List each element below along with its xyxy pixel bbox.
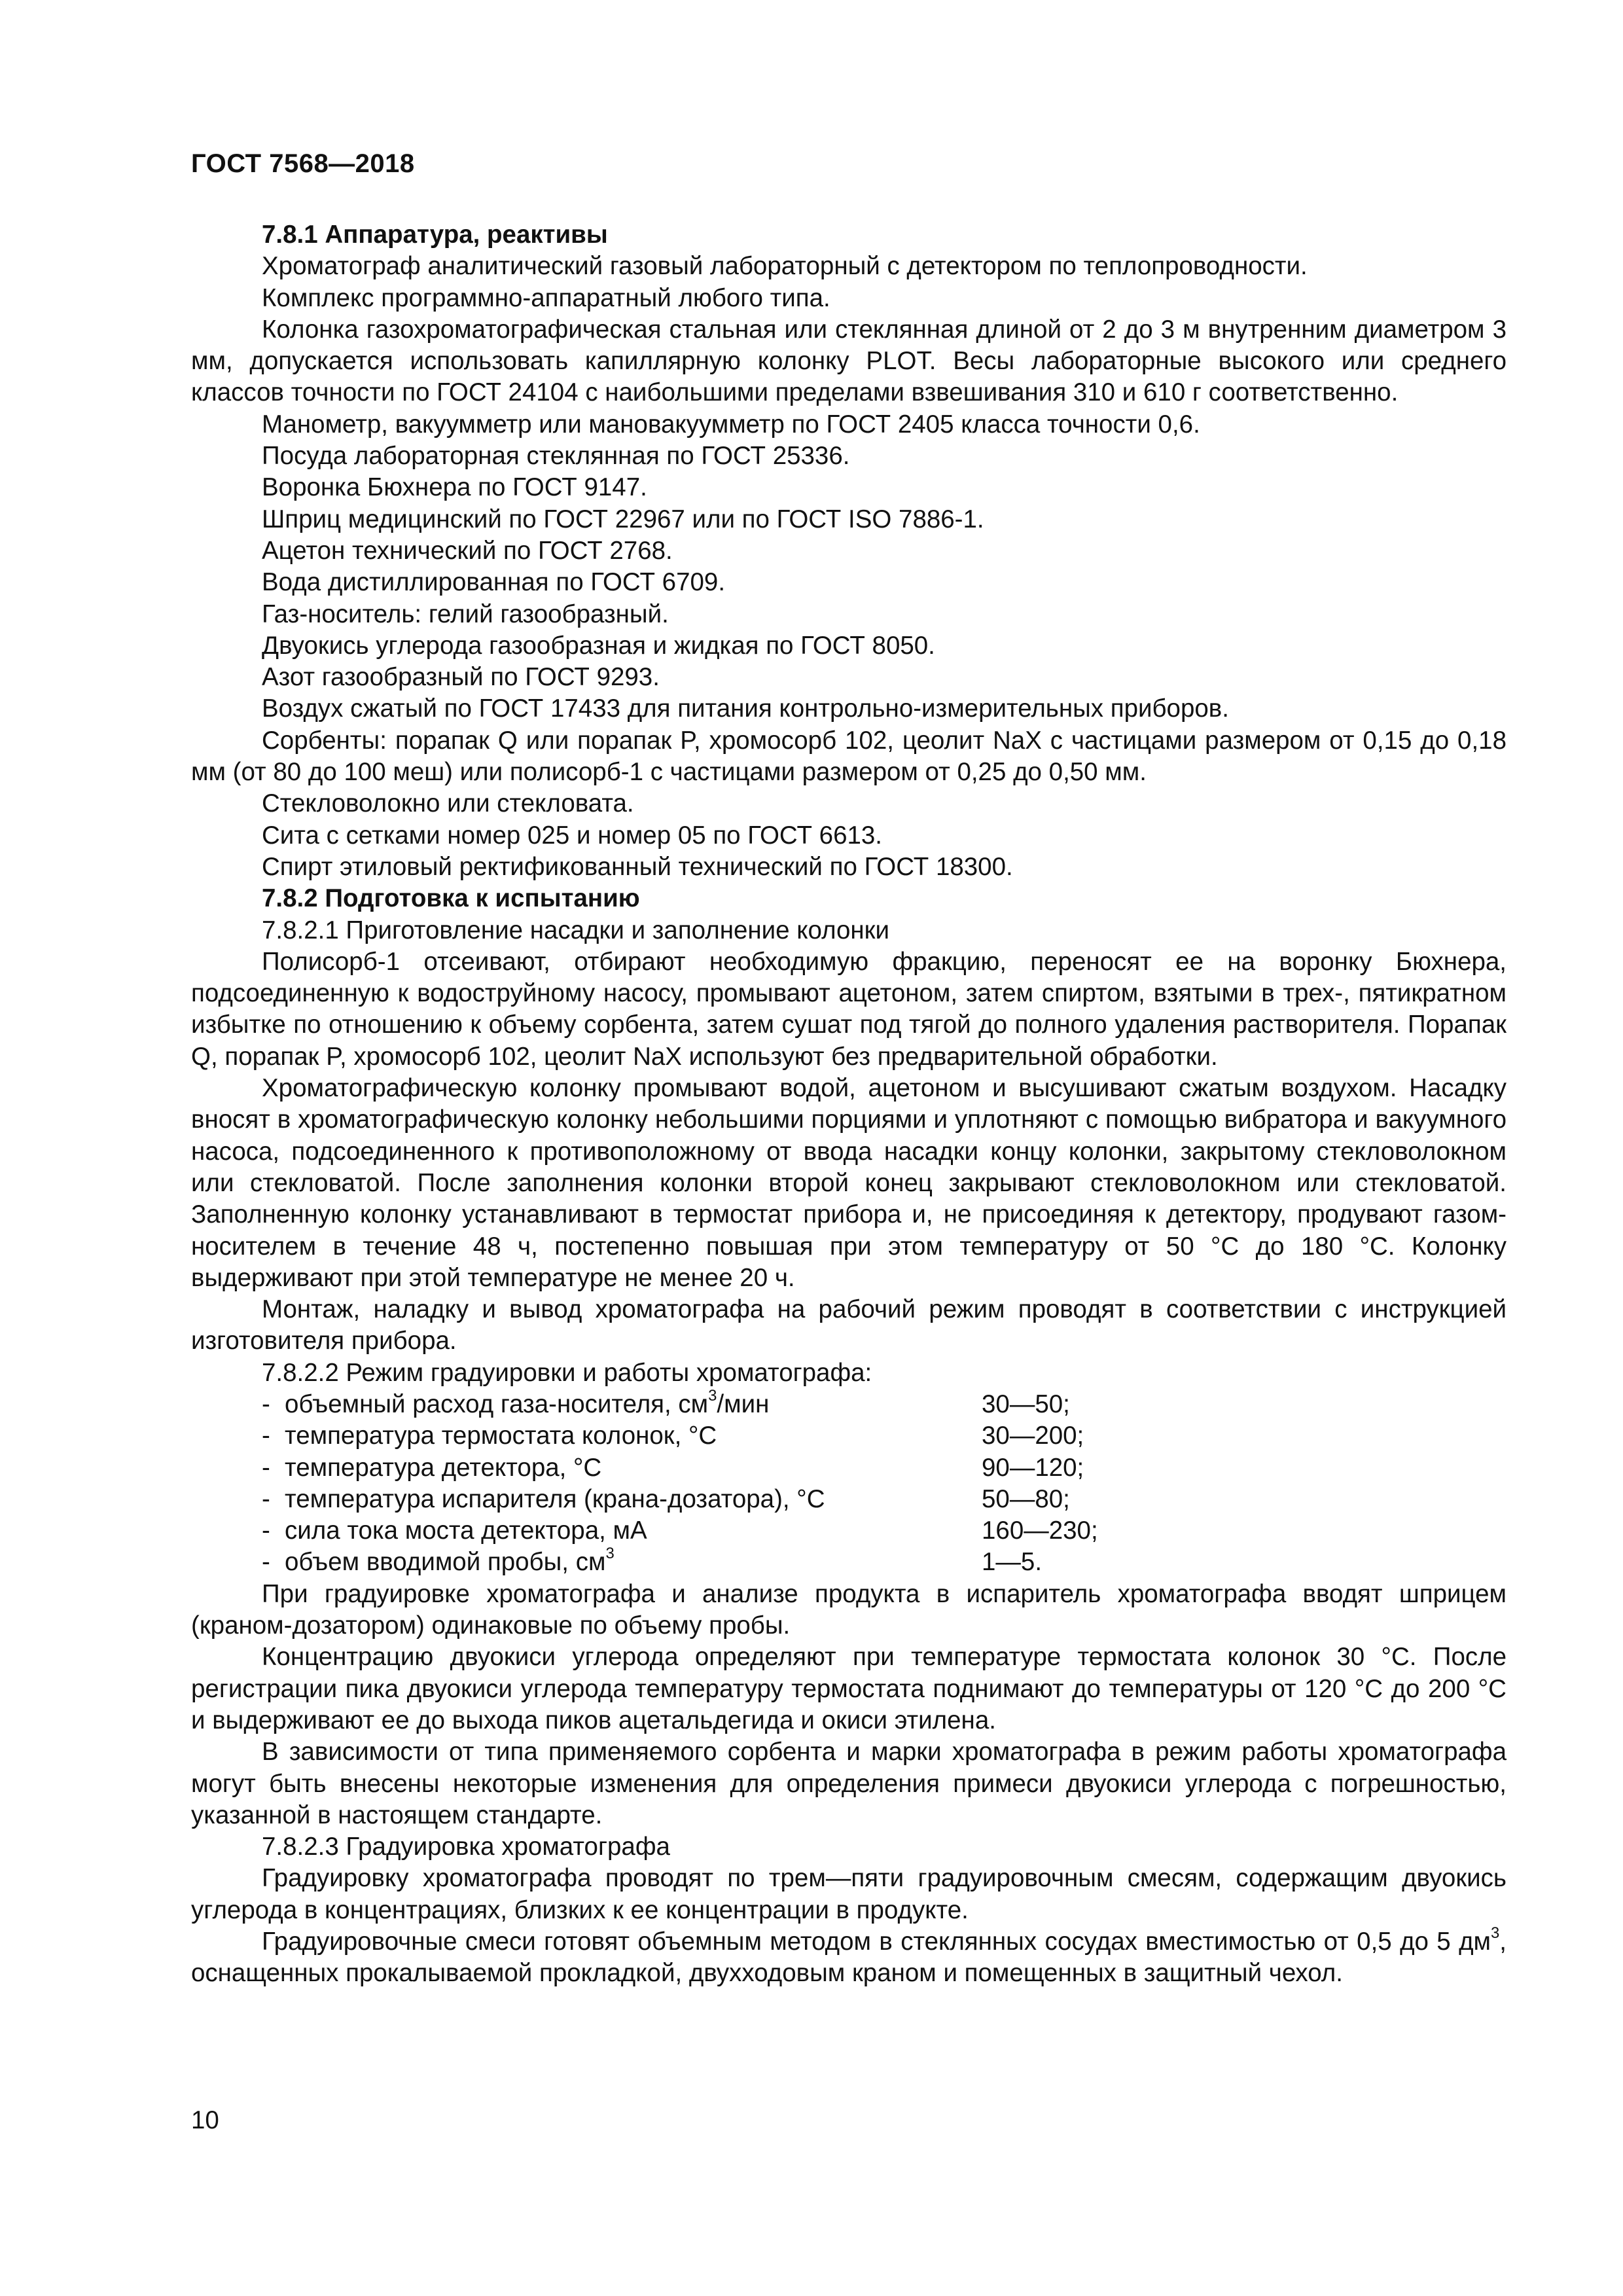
equipment-item: Хроматограф аналитический газовый лабораторный с детектором по теплопроводности.	[262, 252, 1308, 281]
equipment-item: Шприц медицинский по ГОСТ 22967 или по ГОСТ ISO 7886-1.	[262, 505, 984, 533]
body-paragraph: Полисорб-1 отсеивают, отбирают необходимую фракцию, переносят ее на воронку Бюхнера, подсоединенную к водоструйному насосу, промывают ацетоном, затем спиртом, взятыми в трех-, пятикратном избытке по отношению к объему сорбента, затем сушат под тягой до полного удаления растворителя. Порапак Q, порапак P, хромосорб 102, цеолит NaX используют без предварительной обработки.	[191, 947, 1507, 1071]
mode-list-row	[191, 1515, 1507, 1547]
subsection-title-7-8-2-1: 7.8.2.1 Приготовление насадки и заполнение колонки	[262, 916, 890, 944]
body-paragraph: Градуировку хроматографа проводят по трем—пяти градуировочным смесям, содержащим двуокись углерода в концентрациях, близких к ее концентрации в продукте.	[191, 1864, 1507, 1924]
equipment-item: Манометр, вакуумметр или мановакуумметр по ГОСТ 2405 класса точности 0,6.	[262, 410, 1200, 439]
equipment-item: Комплекс программно-аппаратный любого типа.	[262, 283, 830, 312]
equipment-item: Стекловолокно или стекловата.	[262, 789, 634, 818]
equipment-item: Ацетон технический по ГОСТ 2768.	[262, 536, 673, 565]
mode-parameter-value: 30—200;	[982, 1422, 1084, 1450]
section-heading-7-8-2: 7.8.2 Подготовка к испытанию	[262, 884, 640, 913]
mode-list-row	[191, 1452, 1507, 1484]
mode-parameter-label: объемный расход газа-носителя, $см^3$/мин	[285, 1387, 770, 1418]
body-paragraph: Хроматографическую колонку промывают водой, ацетоном и высушивают сжатым воздухом. Насадку вносят в хроматографическую колонку небольшими порциями и уплотняют с помощью вибратора и вакуумного насоса, подсоединенного к противоположному от ввода насадки концу колонки, закрытому стекловолокном или стекловатой. После заполнения колонки второй конец закрывают стекловолокном или стекловатой. Заполненную колонку устанавливают в термостат прибора и, не присоединяя к детектору, продувают газом-носителем в течение 48 ч, постепенно повышая при этом температуру от 50 °С до 180 °С. Колонку выдерживают при этой температуре не менее 20 ч.	[191, 1074, 1507, 1292]
mode-parameter-value: 50—80;	[982, 1484, 1070, 1513]
body-paragraph: Градуировочные смеси готовят объемным методом в стеклянных сосудах вместимостью от 0,5 до 5 $дм^3$, оснащенных прокалываемой прокладкой, двухходовым краном и помещенных в защитный чехол.	[191, 1924, 1507, 1988]
equipment-item: Газ-носитель: гелий газообразный.	[262, 600, 669, 628]
mode-list-row	[191, 1389, 1507, 1420]
subsection-title-7-8-2-3: 7.8.2.3 Градуировка хроматографа	[262, 1833, 670, 1861]
mode-list-row	[191, 1420, 1507, 1452]
equipment-item: Вода дистиллированная по ГОСТ 6709.	[262, 568, 726, 597]
subsection-title-7-8-2-2: 7.8.2.2 Режим градуировки и работы хроматографа:	[262, 1358, 872, 1387]
equipment-item: Посуда лабораторная стеклянная по ГОСТ 25336.	[262, 442, 850, 471]
page-content	[191, 219, 1507, 1990]
mode-list-row	[191, 1547, 1507, 1578]
mode-list-row	[191, 1484, 1507, 1515]
mode-parameter-label: температура испарителя (крана-дозатора), °С	[285, 1484, 825, 1513]
equipment-item: Азот газообразный по ГОСТ 9293.	[262, 663, 660, 692]
equipment-item: Сорбенты: порапак Q или порапак P, хромосорб 102, цеолит NaX с частицами размером от 0,15 до 0,18 мм (от 80 до 100 меш) или полисорб-1 с частицами размером от 0,25 до 0,50 мм.	[191, 726, 1507, 787]
list-dash: -	[262, 1390, 270, 1418]
equipment-item: Воронка Бюхнера по ГОСТ 9147.	[262, 473, 647, 502]
list-dash: -	[262, 1453, 270, 1482]
mode-parameter-label: температура детектора, °С	[285, 1453, 602, 1482]
page-number: 10	[191, 2106, 219, 2134]
list-dash: -	[262, 1548, 270, 1577]
body-paragraph: Концентрацию двуокиси углерода определяют при температуре термостата колонок 30 °С. После регистрации пика двуокиси углерода температуру термостата поднимают до температуры от 120 °С до 200 °С и выдерживают ее до выхода пиков ацетальдегида и окиси этилена.	[191, 1643, 1507, 1734]
mode-parameter-value: 1—5.	[982, 1548, 1043, 1577]
document-header: ГОСТ 7568—2018	[191, 149, 415, 178]
equipment-item: Колонка газохроматографическая стальная или стеклянная длиной от 2 до 3 м внутренним диаметром 3 мм, допускается использовать капиллярную колонку PLOT. Весы лабораторные высокого или среднего классов точности по ГОСТ 24104 с наибольшими пределами взвешивания 310 и 610 г соответственно.	[191, 315, 1507, 407]
mode-parameter-label: температура термостата колонок, °С	[285, 1422, 717, 1450]
equipment-item: Спирт этиловый ректификованный технический по ГОСТ 18300.	[262, 852, 1013, 881]
body-paragraph: При градуировке хроматографа и анализе продукта в испаритель хроматографа вводят шприцем (краном-дозатором) одинаковые по объему пробы.	[191, 1579, 1507, 1640]
body-paragraph: Монтаж, наладку и вывод хроматографа на рабочий режим проводят в соответствии с инструкцией изготовителя прибора.	[191, 1295, 1507, 1355]
mode-parameter-value: 30—50;	[982, 1390, 1070, 1418]
superscript: 3	[605, 1545, 615, 1563]
superscript: 3	[1491, 1924, 1500, 1943]
list-dash: -	[262, 1484, 270, 1513]
mode-parameter-value: 160—230;	[982, 1516, 1098, 1545]
list-dash: -	[262, 1516, 270, 1545]
list-dash: -	[262, 1422, 270, 1450]
section-heading-7-8-1: 7.8.1 Аппаратура, реактивы	[262, 221, 608, 249]
equipment-item: Сита с сетками номер 025 и номер 05 по ГОСТ 6613.	[262, 821, 883, 850]
body-paragraph: В зависимости от типа применяемого сорбента и марки хроматографа в режим работы хроматографа могут быть внесены некоторые изменения для определения примеси двуокиси углерода с погрешностью, указанной в настоящем стандарте.	[191, 1738, 1507, 1829]
equipment-item: Воздух сжатый по ГОСТ 17433 для питания контрольно-измерительных приборов.	[262, 694, 1229, 723]
mode-parameter-value: 90—120;	[982, 1453, 1084, 1482]
mode-parameter-label: сила тока моста детектора, мА	[285, 1516, 647, 1545]
mode-parameter-label: объем вводимой пробы, $см^3$	[285, 1545, 615, 1577]
superscript: 3	[708, 1387, 717, 1405]
equipment-item: Двуокись углерода газообразная и жидкая по ГОСТ 8050.	[262, 631, 935, 660]
